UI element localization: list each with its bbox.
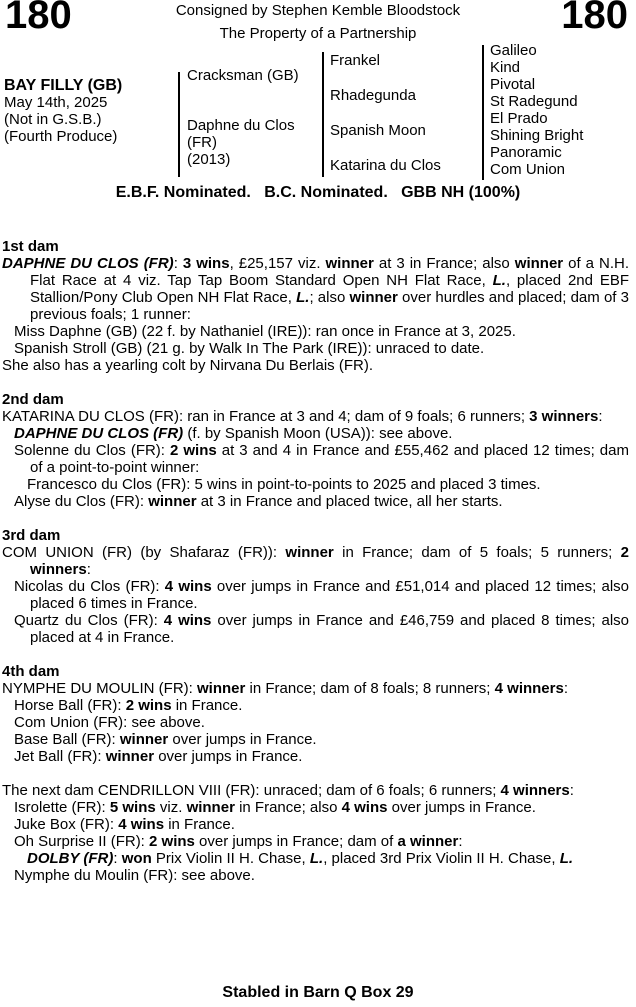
catalogue-body xyxy=(2,221,629,884)
pedigree-paragraph: KATARINA DU CLOS (FR): ran in France at 3 and 4; dam of 9 foals; 6 runners; 3 winners: xyxy=(2,408,603,425)
granddam-2: Katarina du Clos xyxy=(330,157,441,174)
pedigree-paragraph: Base Ball (FR): winner over jumps in France. xyxy=(14,731,317,748)
animal-foaling-date: May 14th, 2025 xyxy=(4,94,108,111)
pedigree-paragraph: Spanish Stroll (GB) (21 g. by Walk In The Park (IRE)): unraced to date. xyxy=(14,340,485,357)
lot-number-right: 180 xyxy=(561,0,628,37)
pedigree-divider-2 xyxy=(322,52,324,177)
dam-name-line: Daphne du Clos xyxy=(187,117,295,134)
pedigree-paragraph: DAPHNE DU CLOS (FR): 3 wins, £25,157 viz. winner at 3 in France; also winner of a N.H. Flat Race at 4 viz. Tap Tap Boom Standard Open NH Flat Race, L., placed 2nd EBF Stallion/Pony Club Open NH Flat Race, L.; also winner over hurdles and placed; dam of 3 previous foals; 1 runner: xyxy=(2,255,629,323)
dam-heading: 4th dam xyxy=(2,663,60,680)
pedigree-paragraph: Oh Surprise II (FR): 2 wins over jumps in France; dam of a winner: xyxy=(14,833,463,850)
great-grandparent: Com Union xyxy=(490,161,566,178)
great-grandparent: Galileo xyxy=(490,42,537,59)
consignor-line: Consigned by Stephen Kemble Bloodstock xyxy=(175,2,461,19)
pedigree-paragraph: The next dam CENDRILLON VIII (FR): unraced; dam of 6 foals; 6 runners; 4 winners: xyxy=(2,782,574,799)
pedigree-paragraph: Solenne du Clos (FR): 2 wins at 3 and 4 in France and £55,462 and placed 12 times; dam of a point-to-point winner: xyxy=(14,442,629,476)
page-header xyxy=(0,0,636,221)
pedigree-paragraph: Jet Ball (FR): winner over jumps in France. xyxy=(14,748,303,765)
animal-gsb-note: (Not in G.S.B.) xyxy=(4,111,102,128)
pedigree-paragraph: Miss Daphne (GB) (22 f. by Nathaniel (IRE)): ran once in France at 3, 2025. xyxy=(14,323,516,340)
sire-name: Cracksman (GB) xyxy=(187,67,299,84)
great-grandparent: St Radegund xyxy=(490,93,578,110)
pedigree-table xyxy=(0,42,636,185)
grandsire-2: Spanish Moon xyxy=(330,122,426,139)
animal-produce-note: (Fourth Produce) xyxy=(4,128,118,145)
great-grandparent: Shining Bright xyxy=(490,127,584,144)
lot-number-left: 180 xyxy=(5,0,72,37)
dam-heading: 2nd dam xyxy=(2,391,64,408)
dam-country-line: (FR) xyxy=(187,134,217,151)
dam-heading: 3rd dam xyxy=(2,527,61,544)
dam-name xyxy=(187,117,295,168)
great-grandparent: El Prado xyxy=(490,110,548,127)
great-grandparent: Panoramic xyxy=(490,144,562,161)
pedigree-paragraph: NYMPHE DU MOULIN (FR): winner in France; dam of 8 foals; 8 runners; 4 winners: xyxy=(2,680,569,697)
pedigree-paragraph: Nicolas du Clos (FR): 4 wins over jumps in France and £51,014 and placed 12 times; also placed 6 times in France. xyxy=(14,578,629,612)
dam-heading: 1st dam xyxy=(2,238,59,255)
pedigree-paragraph: Nymphe du Moulin (FR): see above. xyxy=(14,867,255,884)
stabling-note: Stabled in Barn Q Box 29 xyxy=(222,984,414,1001)
pedigree-paragraph: Alyse du Clos (FR): winner at 3 in France and placed twice, all her starts. xyxy=(14,493,503,510)
animal-description: BAY FILLY (GB) xyxy=(4,77,123,94)
great-grandparent: Pivotal xyxy=(490,76,536,93)
pedigree-paragraph: Francesco du Clos (FR): 5 wins in point-to-points to 2025 and placed 3 times. xyxy=(27,476,541,493)
dam-year-line: (2013) xyxy=(187,151,231,168)
pedigree-paragraph: Juke Box (FR): 4 wins in France. xyxy=(14,816,235,833)
pedigree-divider-1 xyxy=(178,72,180,177)
pedigree-paragraph: DAPHNE DU CLOS (FR) (f. by Spanish Moon (USA)): see above. xyxy=(14,425,453,442)
great-grandparents-list xyxy=(490,42,583,178)
pedigree-paragraph: COM UNION (FR) (by Shafaraz (FR)): winner in France; dam of 5 foals; 5 runners; 2 winners: xyxy=(2,544,629,578)
pedigree-paragraph: Isrolette (FR): 5 wins viz. winner in France; also 4 wins over jumps in France. xyxy=(14,799,536,816)
animal-details xyxy=(4,77,122,145)
pedigree-paragraph: Com Union (FR): see above. xyxy=(14,714,205,731)
pedigree-divider-3 xyxy=(482,45,484,180)
great-grandparent: Kind xyxy=(490,59,521,76)
grandsire-1: Frankel xyxy=(330,52,381,69)
pedigree-paragraph: Horse Ball (FR): 2 wins in France. xyxy=(14,697,243,714)
nominations-line: E.B.F. Nominated. B.C. Nominated. GBB NH (100%) xyxy=(115,184,521,201)
pedigree-paragraph: She also has a yearling colt by Nirvana Du Berlais (FR). xyxy=(2,357,373,374)
property-line: The Property of a Partnership xyxy=(219,25,417,42)
pedigree-paragraph: Quartz du Clos (FR): 4 wins over jumps in France and £46,759 and placed 8 times; also placed at 4 in France. xyxy=(14,612,629,646)
granddam-1: Rhadegunda xyxy=(330,87,416,104)
pedigree-paragraph: DOLBY (FR): won Prix Violin II H. Chase, L., placed 3rd Prix Violin II H. Chase, L. xyxy=(27,850,574,867)
